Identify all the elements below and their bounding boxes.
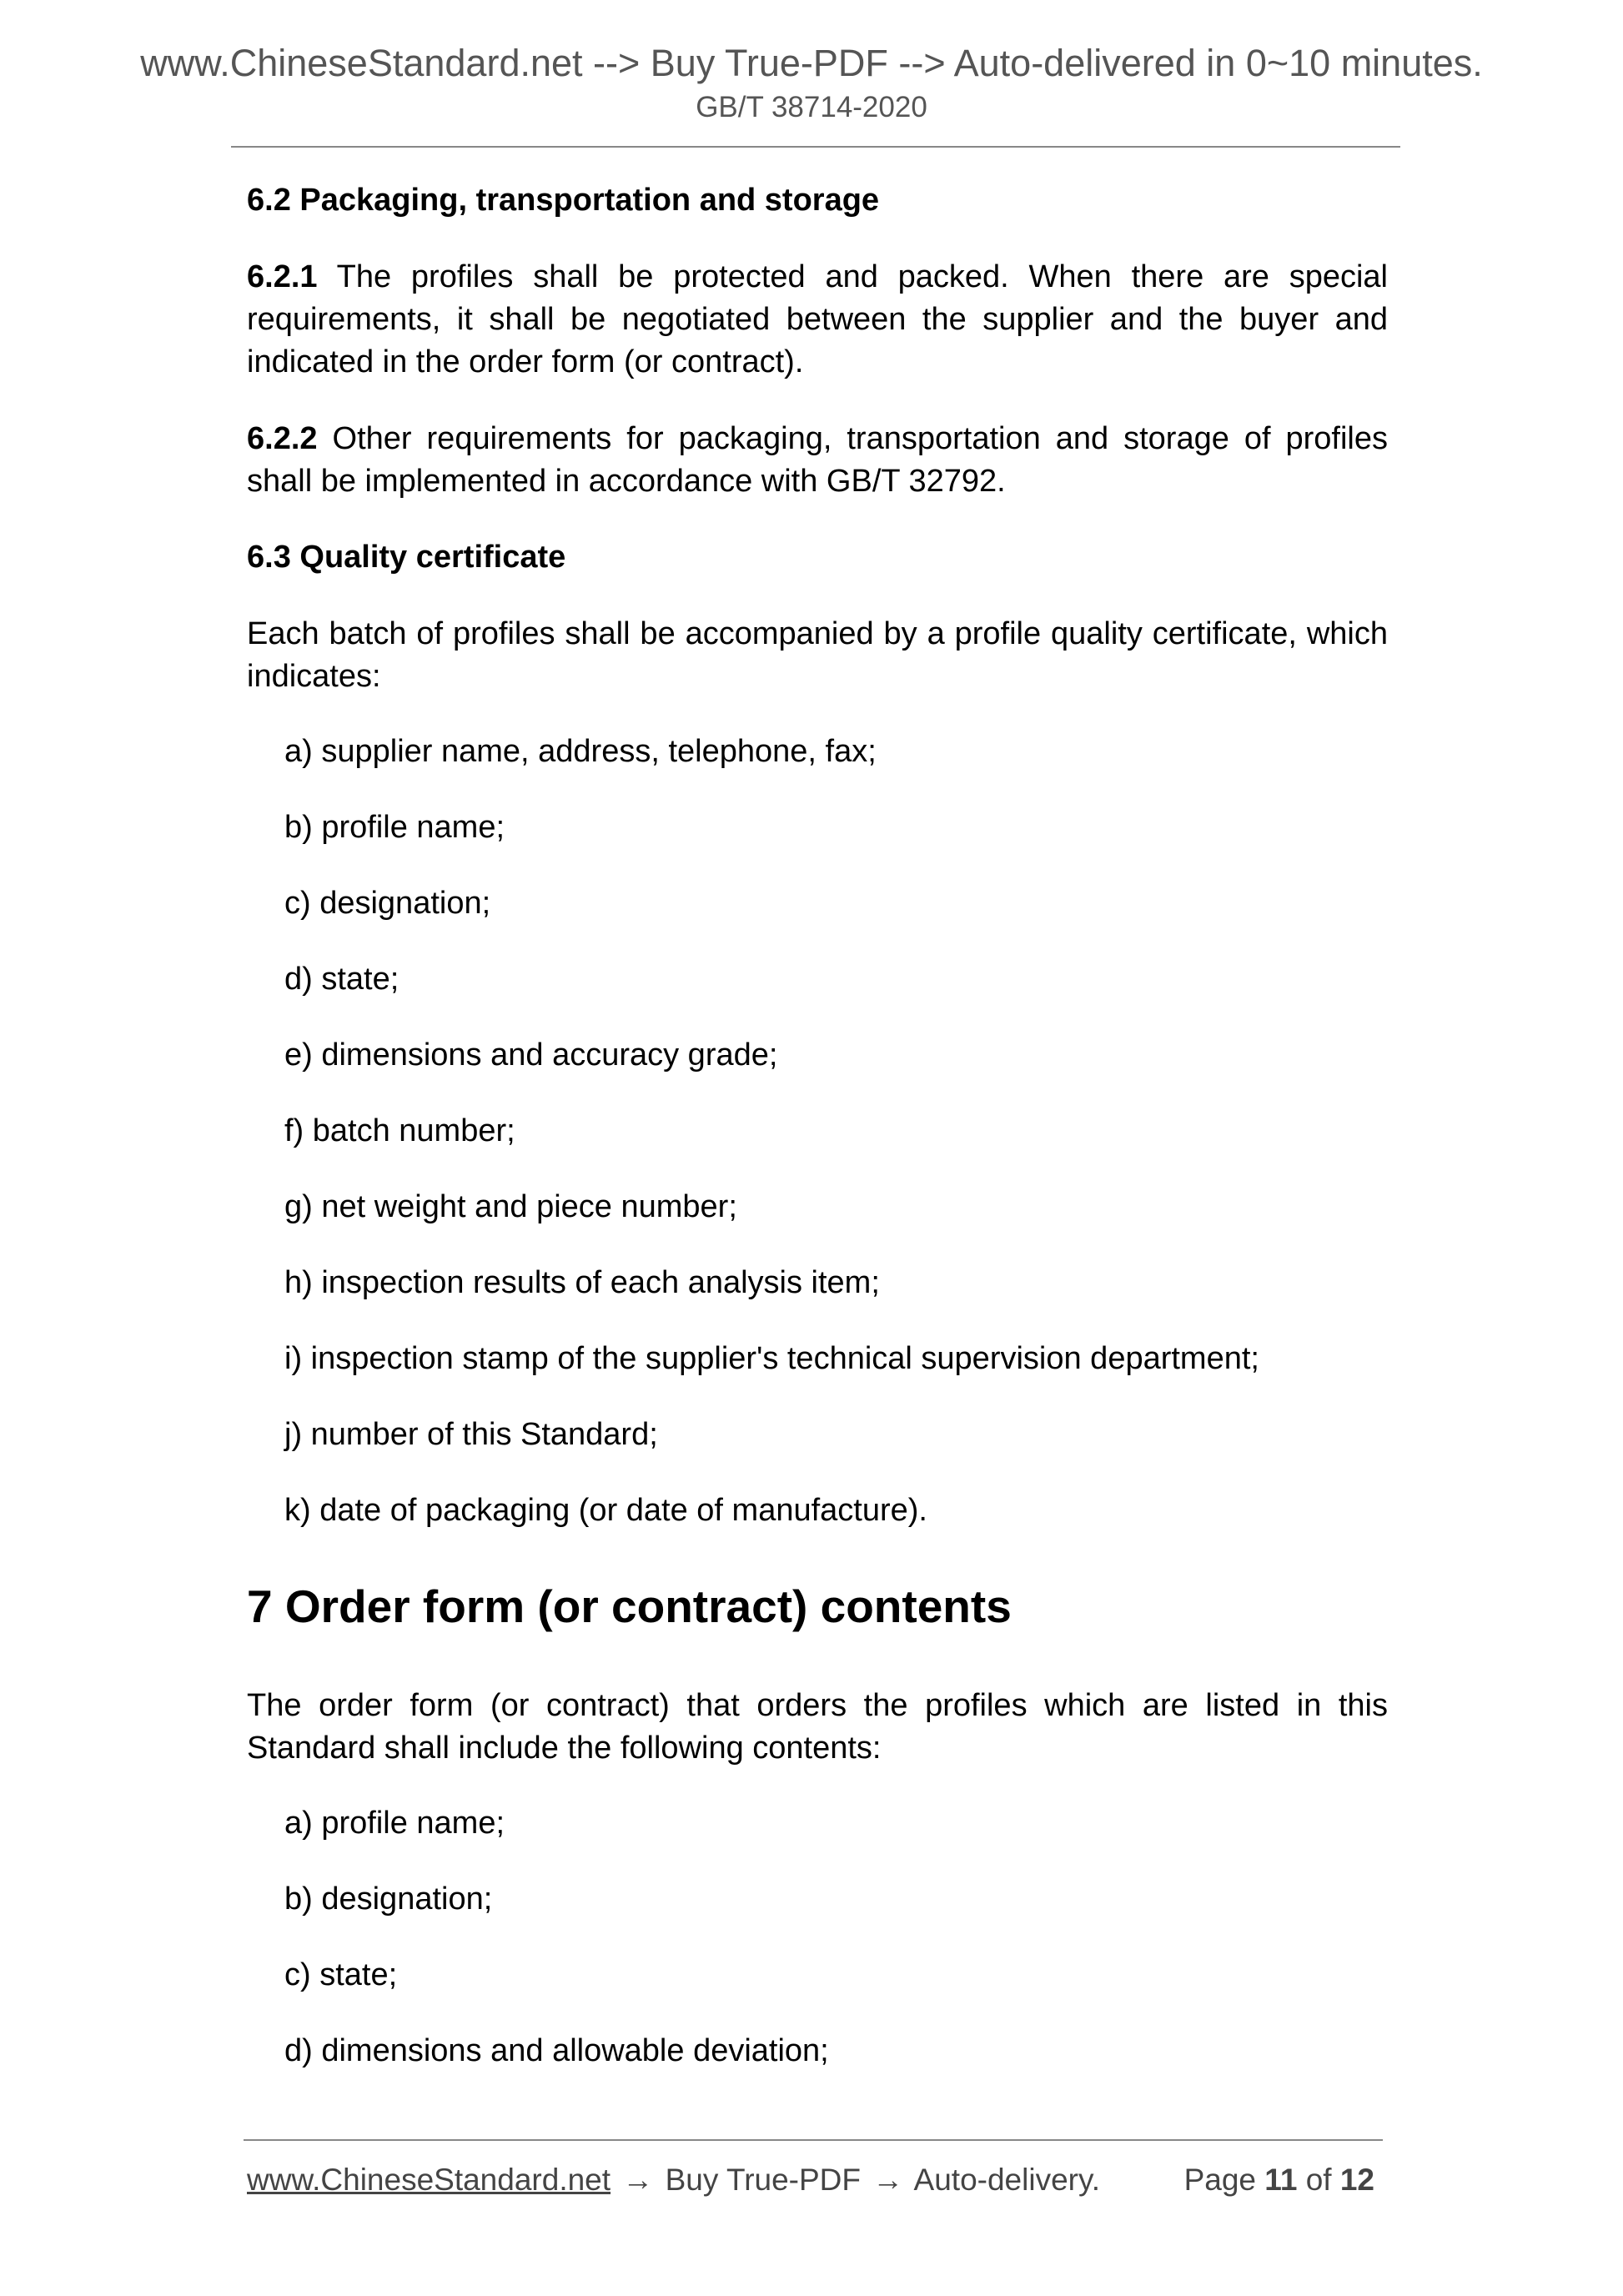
page-current: 11 (1264, 2163, 1298, 2197)
arrow-right-icon: → (622, 2163, 654, 2197)
list-item: j) number of this Standard; (284, 1417, 658, 1452)
paragraph-6-3-intro: Each batch of profiles shall be accompanied by a profile quality certificate, which indicates: (247, 616, 1388, 694)
header-banner: www.ChineseStandard.net --> Buy True-PDF --> Auto-delivered in 0~10 minutes. (140, 42, 1483, 84)
clause-number: 6.2.1 (247, 259, 318, 294)
list-item: c) designation; (284, 886, 491, 921)
list-item: k) date of packaging (or date of manufacture). (284, 1493, 927, 1528)
page-footer (247, 2163, 1381, 2198)
paragraph-7-intro: The order form (or contract) that orders the profiles which are listed in this Standard shall include the following contents: (247, 1688, 1388, 1766)
footer-divider (244, 2139, 1383, 2141)
list-item: b) designation; (284, 1882, 493, 1917)
arrow-right-icon: → (872, 2163, 904, 2197)
page-total: 12 (1339, 2163, 1374, 2197)
standard-number: GB/T 38714-2020 (696, 91, 927, 123)
list-item: d) state; (284, 962, 399, 997)
list-item: e) dimensions and accuracy grade; (284, 1037, 778, 1073)
list-item: i) inspection stamp of the supplier's technical supervision department; (284, 1341, 1259, 1376)
clause-text: Other requirements for packaging, transportation and storage of profiles shall be implemented in accordance with GB/T 32792. (247, 421, 1388, 499)
list-item: g) net weight and piece number; (284, 1189, 737, 1224)
heading-6-3: 6.3 Quality certificate (247, 540, 566, 575)
paragraph-6-2-1 (247, 256, 1388, 384)
header-divider (231, 146, 1400, 148)
clause-number: 6.2.2 (247, 421, 318, 456)
list-item: c) state; (284, 1957, 398, 1992)
footer-buy-text: Buy True-PDF (665, 2163, 862, 2197)
heading-7: 7 Order form (or contract) contents (247, 1580, 1012, 1632)
list-item: f) batch number; (284, 1113, 515, 1148)
list-item: a) profile name; (284, 1806, 505, 1841)
footer-delivery-text: Auto-delivery. (913, 2163, 1101, 2197)
page-label: Page (1183, 2163, 1257, 2197)
page-of: of (1305, 2163, 1332, 2197)
clause-text: The profiles shall be protected and packed. When there are special requirements, it shall be negotiated between the supplier and the buyer and indicated in the order form (or contract). (247, 259, 1388, 379)
list-item: h) inspection results of each analysis item; (284, 1265, 880, 1300)
paragraph-6-2-2 (247, 418, 1388, 503)
page-indicator (1184, 2163, 1374, 2198)
list-item: d) dimensions and allowable deviation; (284, 2033, 829, 2068)
footer-site-link[interactable]: www.ChineseStandard.net (247, 2163, 611, 2197)
heading-6-2: 6.2 Packaging, transportation and storage (247, 183, 880, 218)
list-item: a) supplier name, address, telephone, fax; (284, 734, 877, 769)
list-item: b) profile name; (284, 810, 505, 845)
